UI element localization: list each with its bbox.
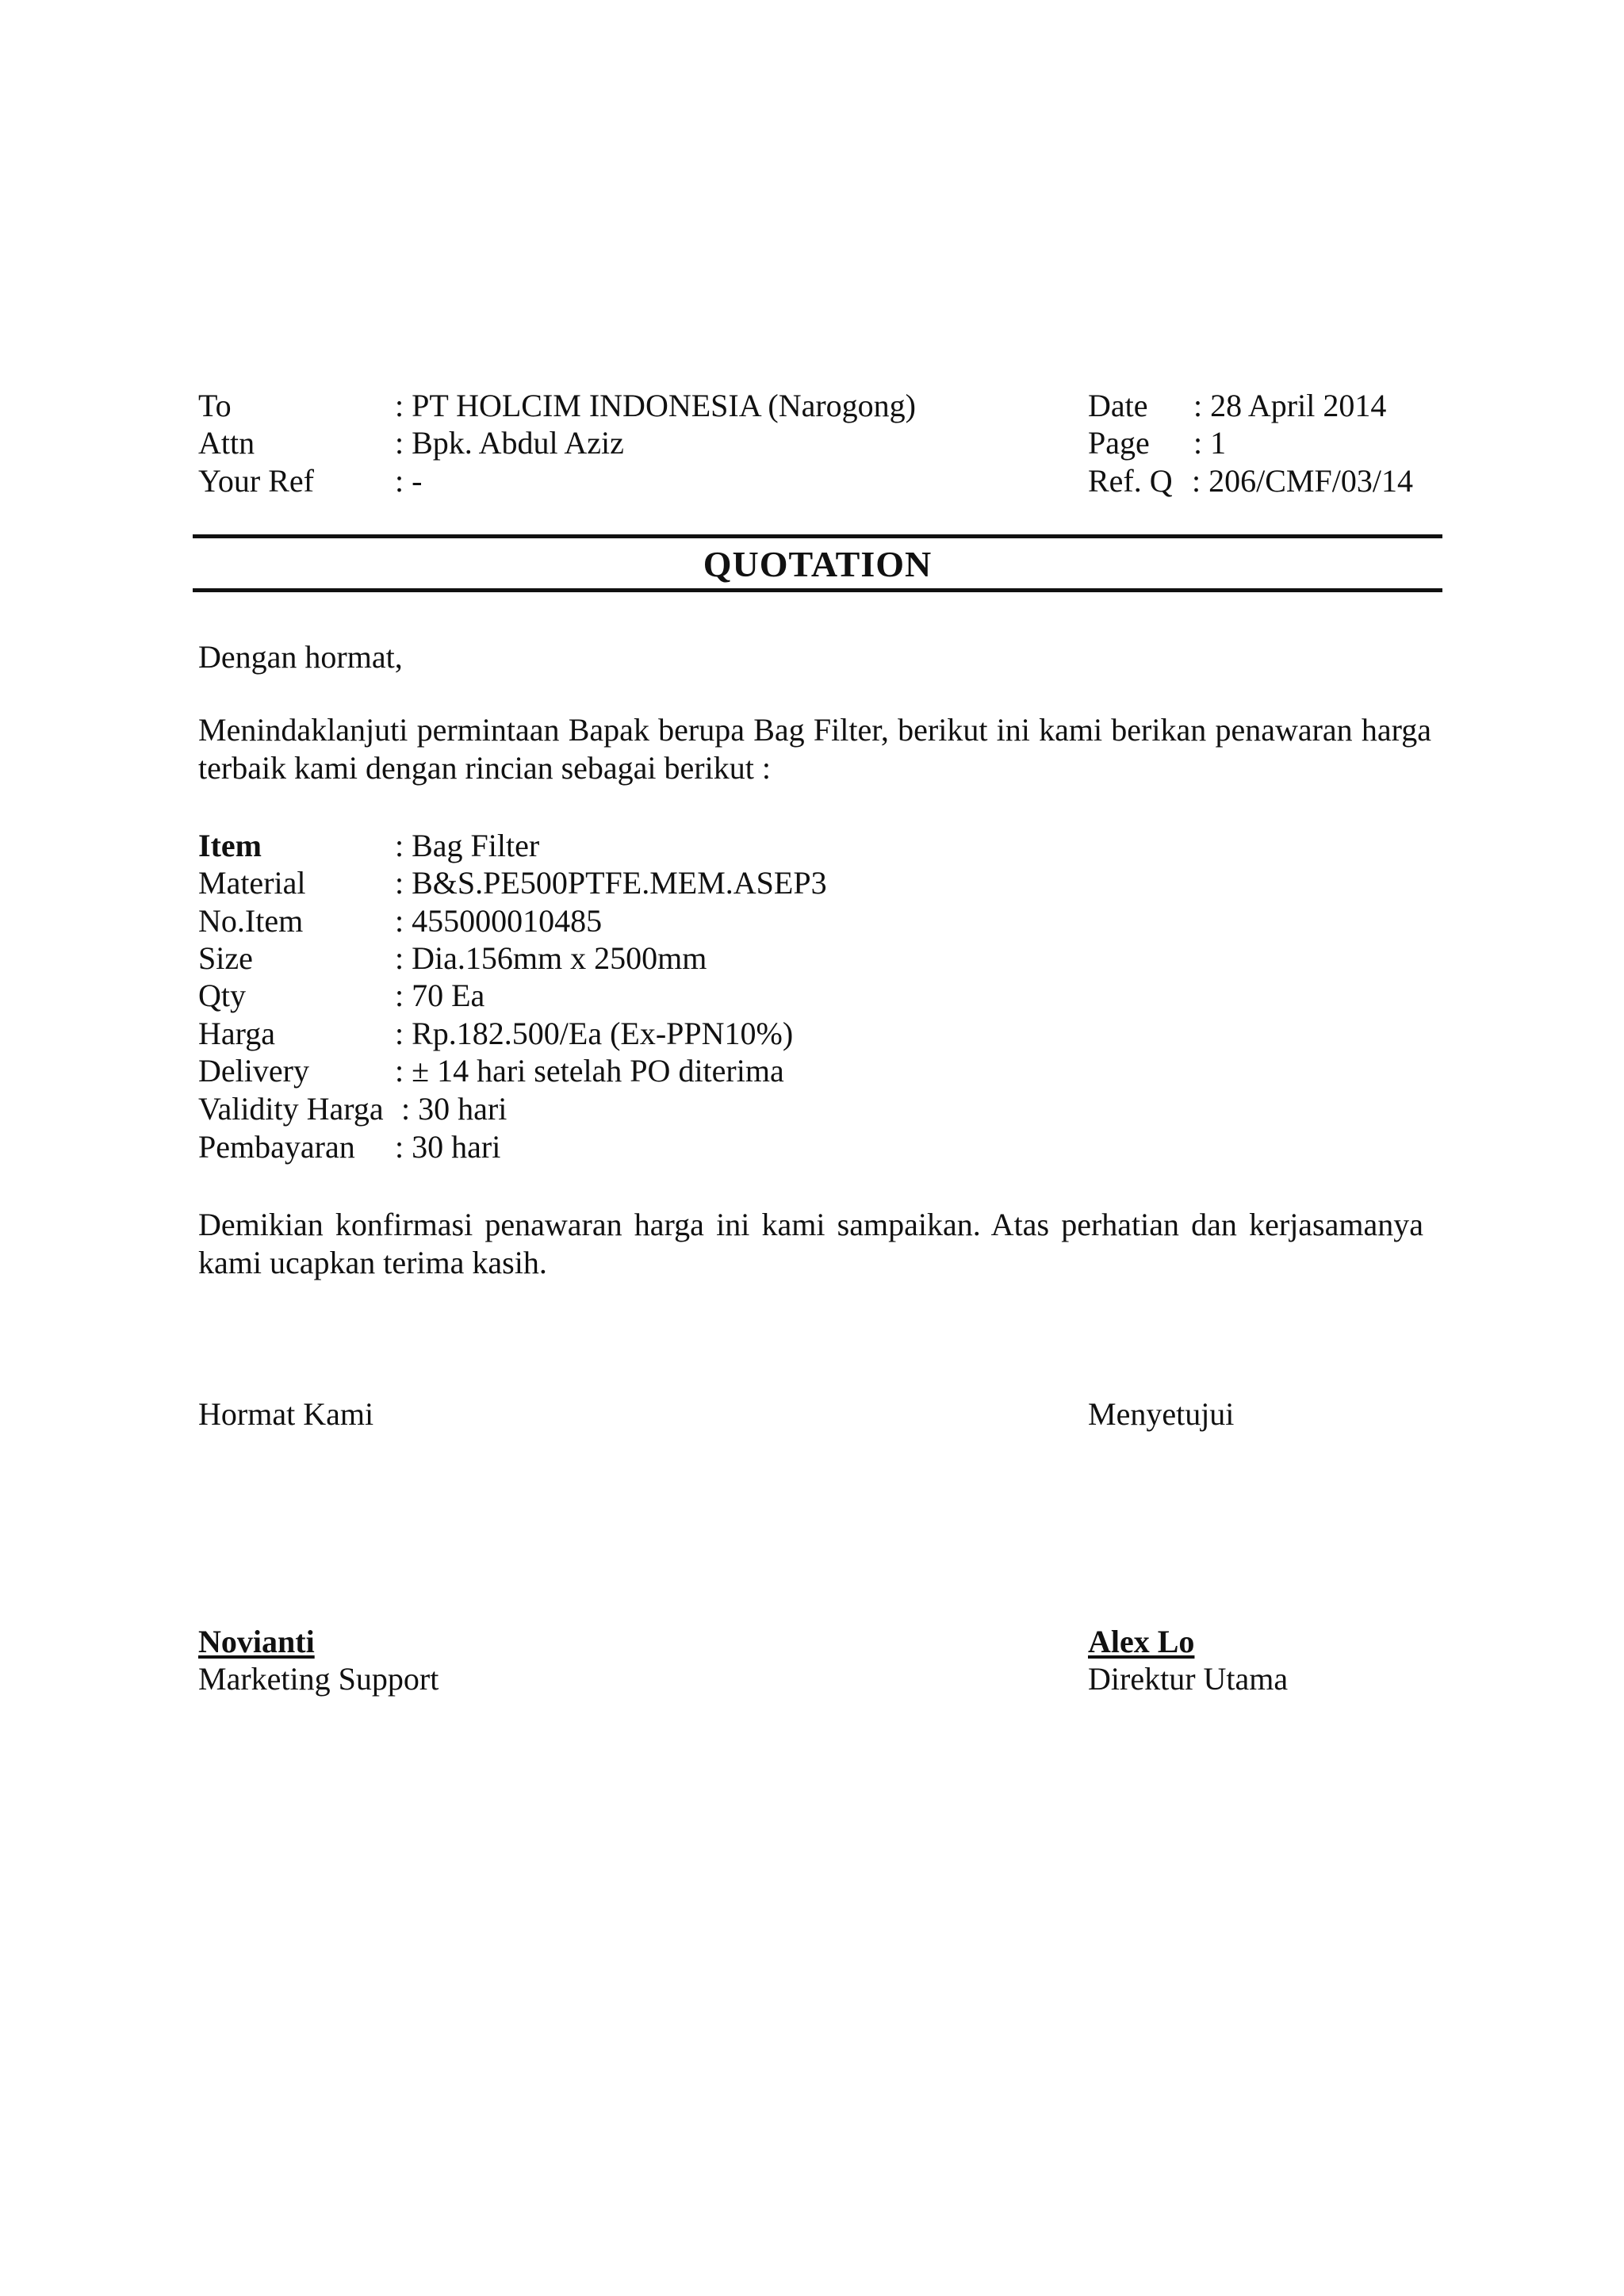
document-title: QUOTATION [703,544,933,584]
detail-item-value: : Bag Filter [395,828,540,863]
detail-validity-value: : 30 hari [401,1091,508,1127]
header-ref-q-label: Ref. Q [1088,463,1173,499]
signature-left-name: Novianti [198,1624,315,1659]
header-to-label: To [198,388,232,423]
signature-right-heading: Menyetujui [1088,1396,1235,1432]
salutation: Dengan hormat, [198,639,403,675]
detail-material-value: : B&S.PE500PTFE.MEM.ASEP3 [395,865,827,901]
detail-validity-label: Validity Harga [198,1091,384,1127]
detail-pembayaran-value: : 30 hari [395,1129,501,1165]
title-top-rule [193,534,1442,538]
signature-right-name: Alex Lo [1088,1624,1195,1659]
detail-delivery-label: Delivery [198,1053,309,1089]
header-page-label: Page [1088,425,1150,461]
title-bottom-rule [193,588,1442,592]
header-date-label: Date [1088,388,1148,423]
detail-size-label: Size [198,940,253,976]
detail-material-label: Material [198,865,306,901]
header-your-ref-label: Your Ref [198,463,314,499]
signature-left-position: Marketing Support [198,1661,439,1697]
detail-no-item-label: No.Item [198,903,304,939]
detail-harga-label: Harga [198,1016,275,1051]
header-your-ref-value: : - [395,463,423,499]
header-date-value: : 28 April 2014 [1193,388,1387,423]
detail-pembayaran-label: Pembayaran [198,1129,355,1165]
header-ref-q-value: : 206/CMF/03/14 [1192,463,1413,499]
detail-size-value: : Dia.156mm x 2500mm [395,940,707,976]
detail-qty-label: Qty [198,978,246,1013]
detail-delivery-value: : ± 14 hari setelah PO diterima [395,1053,784,1089]
detail-no-item-value: : 455000010485 [395,903,603,939]
detail-qty-value: : 70 Ea [395,978,485,1013]
header-attn-value: : Bpk. Abdul Aziz [395,425,624,461]
intro-paragraph: Menindaklanjuti permintaan Bapak berupa Bag Filter, berikut ini kami berikan penawaran harga terbaik kami dengan rincian sebagai berikut : [198,712,1431,786]
signature-right-position: Direktur Utama [1088,1661,1289,1697]
header-page-value: : 1 [1193,425,1227,461]
header-to-value: : PT HOLCIM INDONESIA (Narogong) [395,388,916,423]
signature-left-heading: Hormat Kami [198,1396,374,1432]
detail-item-label: Item [198,828,262,863]
header-attn-label: Attn [198,425,255,461]
detail-harga-value: : Rp.182.500/Ea (Ex-PPN10%) [395,1016,794,1051]
closing-paragraph: Demikian konfirmasi penawaran harga ini kami sampaikan. Atas perhatian dan kerjasamanya kami ucapkan terima kasih. [198,1207,1423,1280]
